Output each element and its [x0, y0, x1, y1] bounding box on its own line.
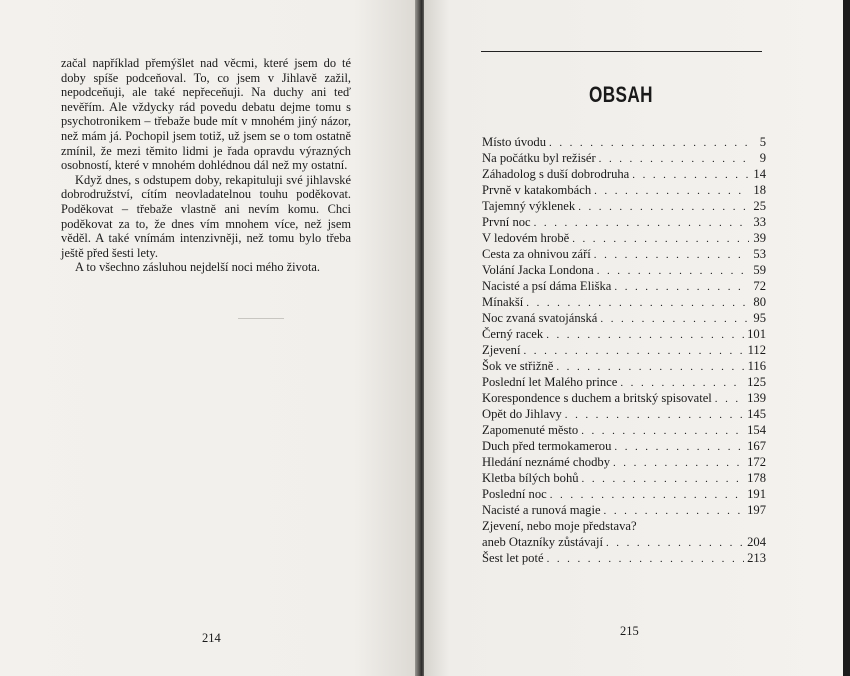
toc-entry-page: 213 — [747, 551, 766, 565]
toc-entry-title: První noc — [482, 215, 531, 229]
toc-leader-dots — [604, 503, 745, 519]
toc-leader-dots — [549, 135, 749, 151]
toc-leader-dots — [632, 167, 749, 183]
toc-entry-title: Šest let poté — [482, 551, 544, 565]
toc-entry-page: 125 — [747, 375, 766, 389]
page-number-right: 215 — [620, 624, 639, 638]
toc-entry-title: Cesta za ohnivou září — [482, 247, 591, 261]
toc-entry-page: 145 — [747, 407, 766, 421]
toc-leader-dots — [600, 311, 749, 327]
toc-leader-dots — [594, 247, 749, 263]
toc-entry-title: Korespondence s duchem a britský spisovatel — [482, 391, 712, 405]
toc-entry — [482, 454, 766, 470]
toc-leader-dots — [613, 455, 744, 471]
toc-entry-page: 18 — [753, 183, 766, 197]
toc-entry-page: 72 — [753, 279, 766, 293]
toc-entry — [482, 342, 766, 358]
toc-entry-page: 172 — [747, 455, 766, 469]
book-edge — [843, 0, 850, 676]
toc-entry — [482, 166, 766, 182]
toc-leader-dots — [614, 439, 744, 455]
left-page — [0, 0, 417, 676]
toc-leader-dots — [581, 423, 744, 439]
toc-leader-dots — [546, 327, 744, 343]
toc-leader-dots — [565, 407, 744, 423]
toc-leader-dots — [599, 151, 749, 167]
top-rule — [481, 51, 762, 52]
toc-entry-title: Zjevení, nebo moje představa? — [482, 519, 637, 533]
toc-entry-title: Černý racek — [482, 327, 544, 341]
toc-entry-title: Šok ve střižně — [482, 359, 554, 373]
left-page-text — [61, 56, 351, 275]
toc-leader-dots — [606, 535, 744, 551]
toc-entry-title: Tajemný výklenek — [482, 199, 576, 213]
paper-mark — [238, 318, 284, 319]
toc-leader-dots — [572, 231, 749, 247]
toc-entry-title: Zapomenuté město — [482, 423, 579, 437]
paragraph-1: začal například přemýšlet nad věcmi, které jsem do té doby spíše podceňoval. To, co jsem v Jihlavě zažil, nepodceňuji, ale také nepřeceňuji. Na duchy ani teď nevěřím. Ale vždycky rád povedu debatu dejme tomu s psychotronikem – třebaže bude mít v mnohém jiný názor, než mám já. Pochopil jsem totiž, už jsem se o tom ostatně zmínil, že mezi těmito lidmi je řada opravdu výrazných osobností, které v mnohém dohlédnou dál než my ostatní. — [61, 56, 351, 173]
toc-entry-title: Nacisté a runová magie — [482, 503, 601, 517]
toc-entry — [482, 502, 766, 518]
toc-entry-page: 101 — [747, 327, 766, 341]
toc-leader-dots — [534, 215, 749, 231]
toc-entry-page: 204 — [747, 535, 766, 549]
toc-entry-title: Poslední noc — [482, 487, 547, 501]
toc-entry-title: Místo úvodu — [482, 135, 547, 149]
toc-leader-dots — [582, 471, 745, 487]
toc-entry-title: Noc zvaná svatojánská — [482, 311, 598, 325]
toc-entry-title: V ledovém hrobě — [482, 231, 570, 245]
toc-entry-title: Mínakší — [482, 295, 524, 309]
toc-entry — [482, 278, 766, 294]
toc-leader-dots — [578, 199, 749, 215]
toc-entry-title: Prvně v katakombách — [482, 183, 592, 197]
toc-entry — [482, 326, 766, 342]
toc-leader-dots — [614, 279, 749, 295]
toc-entry-page: 197 — [747, 503, 766, 517]
toc-entry — [482, 358, 766, 374]
toc-entry-title: Zjevení — [482, 343, 521, 357]
toc-leader-dots — [526, 295, 749, 311]
toc-entry-title: Poslední let Malého prince — [482, 375, 618, 389]
toc-entry — [482, 390, 766, 406]
toc-entry-page: 14 — [753, 167, 766, 181]
toc-entry — [482, 438, 766, 454]
toc-entry-page: 80 — [753, 295, 766, 309]
toc-leader-dots — [547, 551, 745, 567]
paragraph-3: A to všechno zásluhou nejdelší noci mého života. — [75, 260, 321, 275]
toc-leader-dots — [597, 263, 749, 279]
toc-leader-dots — [620, 375, 744, 391]
contents-heading: OBSAH — [589, 82, 653, 107]
toc-entry-title: Opět do Jihlavy — [482, 407, 562, 421]
toc-entry-title: Duch před termokamerou — [482, 439, 612, 453]
toc-entry — [482, 230, 766, 246]
toc-leader-dots — [715, 391, 744, 407]
toc-entry — [482, 150, 766, 166]
toc-entry — [482, 518, 766, 550]
toc-entry-title: Kletba bílých bohů — [482, 471, 579, 485]
toc-entry-page: 154 — [747, 423, 766, 437]
toc-entry-page: 112 — [747, 343, 766, 357]
toc-entry-page: 116 — [747, 359, 766, 373]
toc-entry — [482, 374, 766, 390]
toc-entry — [482, 246, 766, 262]
toc-entry — [482, 198, 766, 214]
page-number-left: 214 — [202, 631, 221, 645]
toc-entry-title: Na počátku byl režisér — [482, 151, 596, 165]
right-page — [424, 0, 843, 676]
toc-entry — [482, 262, 766, 278]
toc-entry-page: 178 — [747, 471, 766, 485]
toc-entry — [482, 182, 766, 198]
toc-leader-dots — [523, 343, 744, 359]
toc-entry — [482, 486, 766, 502]
toc-leader-dots — [594, 183, 749, 199]
toc-entry-page: 95 — [753, 311, 766, 325]
toc-entry — [482, 294, 766, 310]
toc-entry — [482, 310, 766, 326]
table-of-contents — [482, 134, 766, 566]
toc-entry-page: 59 — [753, 263, 766, 277]
toc-entry-page: 167 — [747, 439, 766, 453]
toc-entry-page: 139 — [747, 391, 766, 405]
toc-leader-dots — [556, 359, 744, 375]
toc-entry-title-continued: aneb Otazníky zůstávají — [482, 535, 603, 549]
toc-entry — [482, 214, 766, 230]
paragraph-2: Když dnes, s odstupem doby, rekapituluji své jihlavské dobrodružství, cítím neovladatelnou touhu poděkovat. Poděkovat – třebaže vlastně ani nevím komu. Chci poděkovat za to, že dnes vím mnohem více, než jsem věděl. A také vnímám intenzivněji, než tomu bylo třeba ještě před šesti lety. — [61, 172, 351, 260]
toc-leader-dots — [550, 487, 744, 503]
toc-entry — [482, 550, 766, 566]
toc-entry-title: Hledání neznámé chodby — [482, 455, 610, 469]
toc-entry-title: Záhadolog s duší dobrodruha — [482, 167, 630, 181]
toc-entry — [482, 134, 766, 150]
toc-entry-page: 9 — [759, 151, 766, 165]
toc-entry-page: 53 — [753, 247, 766, 261]
toc-entry-page: 191 — [747, 487, 766, 501]
toc-entry — [482, 470, 766, 486]
toc-entry — [482, 422, 766, 438]
toc-entry-title: Nacisté a psí dáma Eliška — [482, 279, 612, 293]
toc-entry-page: 25 — [753, 199, 766, 213]
toc-entry — [482, 406, 766, 422]
toc-entry-page: 39 — [753, 231, 766, 245]
toc-entry-page: 5 — [759, 135, 766, 149]
toc-entry-title: Volání Jacka Londona — [482, 263, 594, 277]
toc-entry-page: 33 — [753, 215, 766, 229]
